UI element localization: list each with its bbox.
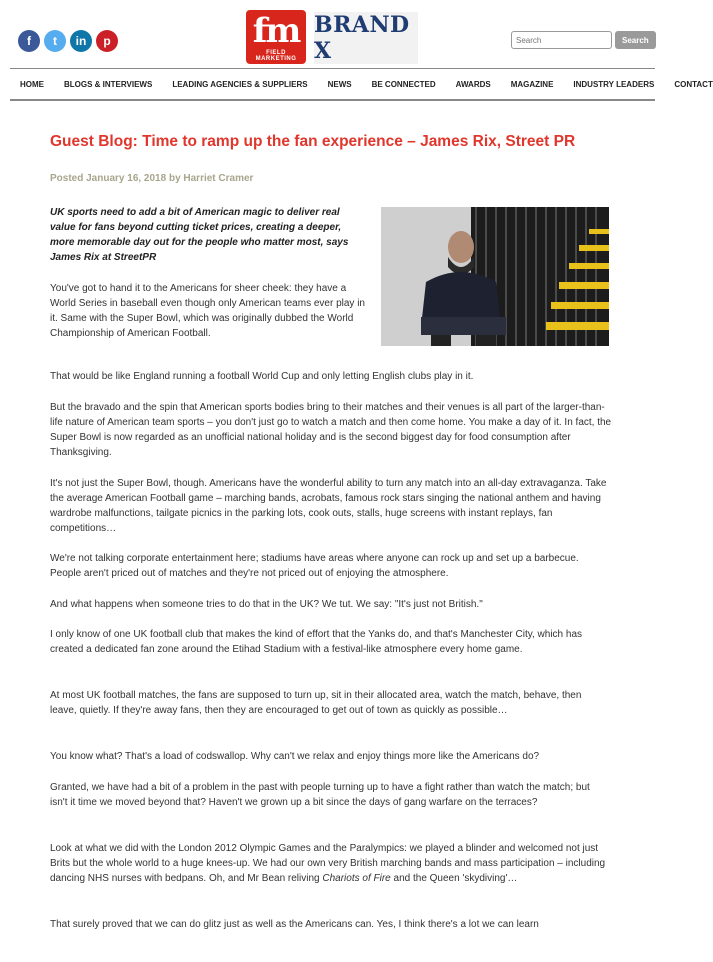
hero-photo-illustration: [381, 207, 609, 346]
twitter-icon[interactable]: t: [44, 30, 66, 52]
main-nav: [10, 68, 713, 101]
article-paragraph-12: That surely proved that we can do glitz just as well as the Americans can. Yes, I think there's a lot we can learn: [50, 919, 539, 930]
linkedin-icon[interactable]: in: [70, 30, 92, 52]
brand-x-logo[interactable]: [314, 12, 418, 64]
article-paragraph-5: We're not talking corporate entertainment here; stadiums have areas where anyone can rock up and set up a barbecue. People aren't priced out of matches and they're not priced out of enjoying the atmosphere.: [50, 553, 579, 579]
olympic-text-b: and the Queen 'skydiving'…: [390, 873, 518, 884]
hero-photo: [381, 207, 609, 346]
chariots-of-fire-title: Chariots of Fire: [322, 873, 391, 884]
search-button[interactable]: Search: [615, 31, 656, 49]
article-paragraph-9: You know what? That's a load of codswallop. Why can't we relax and enjoy things more like the Americans do?: [50, 751, 540, 762]
article-paragraph-4: It's not just the Super Bowl, though. Americans have the wonderful ability to turn any match into an all-day extravaganza. Take the average American Football game – marching bands, acrobats, famous rock stars singing the national anthem and having wardrobe malfunctions, tailgate picnics in the parking lots, cook outs, stalls, huge screens with instant replays, fan competitions…: [50, 478, 607, 534]
article-title: Guest Blog: Time to ramp up the fan experience – James Rix, Street PR: [50, 133, 576, 150]
article-paragraph-6: And what happens when someone tries to do that in the UK? We tut. We say: "It's just not British.": [50, 599, 483, 610]
facebook-icon[interactable]: f: [18, 30, 40, 52]
nav-leading-agencies[interactable]: LEADING AGENCIES & SUPPLIERS: [172, 79, 308, 89]
nav-news[interactable]: NEWS: [327, 79, 352, 89]
pinterest-icon[interactable]: p: [96, 30, 118, 52]
article-paragraph-8: At most UK football matches, the fans are supposed to turn up, sit in their allocated area, watch the match, behave, then leave, quietly. If they're away fans, then they are encouraged to get out of town as quickly as possible…: [50, 690, 582, 716]
search-form: [511, 31, 656, 49]
nav-magazine[interactable]: MAGAZINE: [510, 79, 554, 89]
logo-fm-subtitle: FIELD MARKETING: [255, 50, 297, 62]
search-input[interactable]: [511, 31, 612, 49]
article-paragraph-3: But the bravado and the spin that American sports bodies bring to their matches and their venues is all part of the larger-than-life nature of American team sports – you don't just go to watch a match and then come home. You make a day of it. In fact, the Super Bowl is now regarded as an unofficial national holiday and is the second biggest day for food consumption after Thanksgiving.: [50, 402, 612, 458]
article-paragraph-10: Granted, we have had a bit of a problem in the past with people turning up to have a fight rather than watch the match; but isn't it time we moved beyond that? Haven't we grown up a bit since the days of gang warfare on the terraces?: [50, 782, 590, 808]
article-paragraph-7: I only know of one UK football club that makes the kind of effort that the Yanks do, and that's Manchester City, which has created a dedicated fan zone around the Etihad Stadium with a festival-like atmosphere every home game.: [50, 629, 583, 655]
article-paragraph-11: [50, 841, 610, 886]
logo-fm-text: fm: [252, 11, 300, 51]
olympic-text-a: Look at what we did with the London 2012 Olympic Games and the Paralympics: we played a blinder and welcomed not just Brits but the whole world to a huge knees-up. We had our own very British marching bands and mass participation – including dancing NHS nurses with bedpans. Oh, and Mr Bean reliving: [50, 843, 606, 884]
article-paragraph-1: You've got to hand it to the Americans for sheer cheek: they have a World Series in baseball even though only American teams ever play in it. Same with the Super Bowl, which was originally dubbed the World Championship of American Football.: [50, 283, 365, 339]
article-intro: UK sports need to add a bit of American magic to deliver real value for fans beyond cutting ticket prices, creating a deeper, more memorable day out for the people who matter most, says James Rix at StreetPR: [50, 207, 349, 263]
nav-industry-leaders[interactable]: INDUSTRY LEADERS: [573, 79, 655, 89]
article-paragraph-2: That would be like England running a football World Cup and only letting English clubs play in it.: [50, 371, 474, 382]
nav-home[interactable]: HOME: [20, 79, 44, 89]
article-byline: Posted January 16, 2018 by Harriet Cramer: [50, 173, 254, 184]
nav-awards[interactable]: AWARDS: [455, 79, 491, 89]
nav-blogs-interviews[interactable]: BLOGS & INTERVIEWS: [64, 79, 153, 89]
nav-be-connected[interactable]: BE CONNECTED: [371, 79, 436, 89]
brand-x-text: BRAND X: [314, 12, 410, 64]
nav-contact[interactable]: CONTACT: [674, 79, 713, 89]
field-marketing-logo[interactable]: [246, 10, 306, 64]
social-links: [18, 30, 118, 52]
